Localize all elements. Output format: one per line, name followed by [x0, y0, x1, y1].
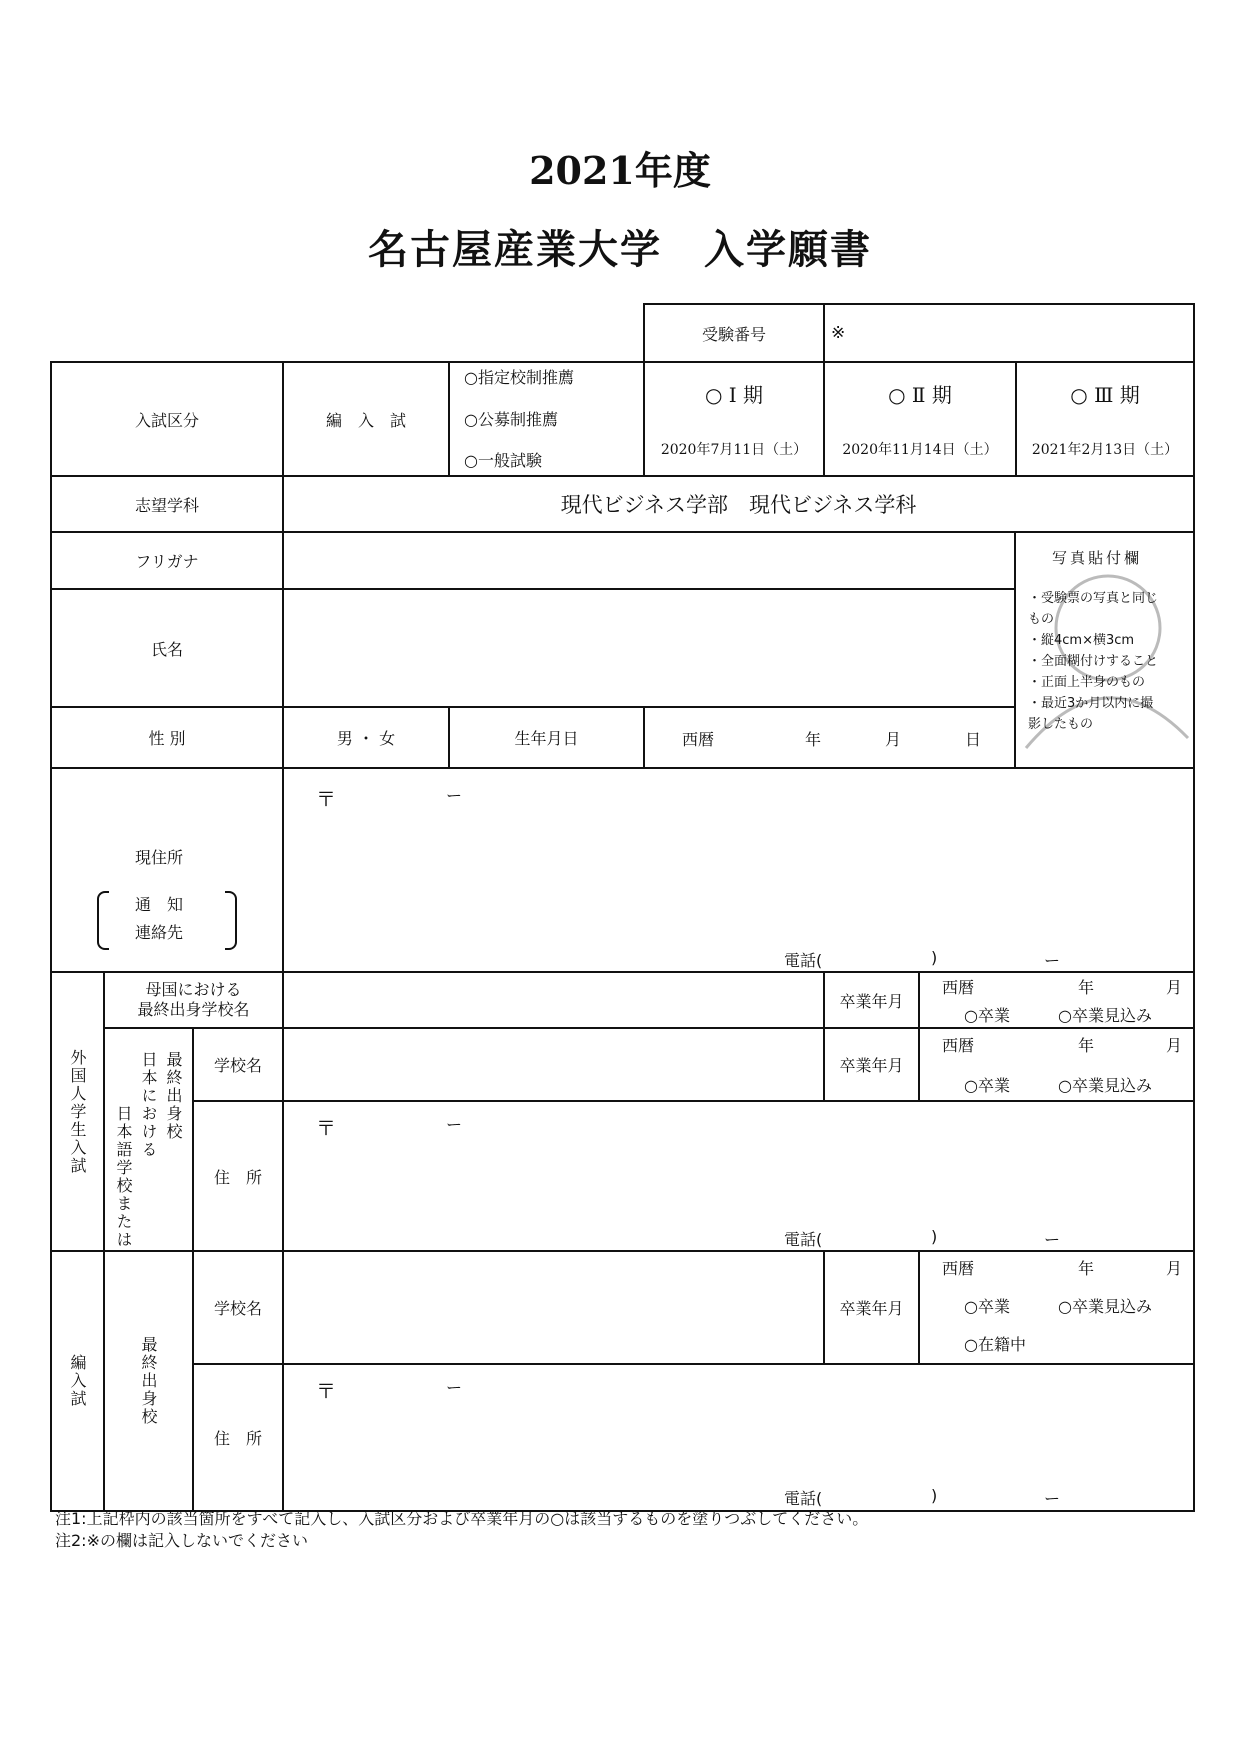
exam-category-label: 入試区分: [50, 361, 284, 477]
photo-notes: ・受験票の写真と同じ もの ・縦4cm×横3cm ・全面糊付けすること ・正面上半身のもの ・最近3か月以内に撮 影したもの: [1028, 591, 1159, 732]
transfer-graduated-option[interactable]: ○卒業: [964, 1297, 1010, 1316]
period-1-date: 2020年7月11日（土）: [660, 442, 808, 459]
transfer-last-school-label: 最終出身校: [103, 1250, 194, 1512]
japan-address-label: 住 所: [192, 1100, 284, 1252]
period-3[interactable]: [1015, 361, 1195, 477]
option-designated-school[interactable]: ○指定校制推薦: [464, 368, 574, 387]
home-graduated-option[interactable]: ○卒業: [964, 1006, 1010, 1025]
japan-grad-label: 卒業年月: [823, 1027, 920, 1102]
option-public-recommendation[interactable]: ○公募制推薦: [464, 409, 558, 429]
period-2-label: ○ Ⅱ 期: [888, 382, 952, 407]
name-input[interactable]: [282, 588, 1016, 708]
transfer-address-label: 住 所: [192, 1363, 284, 1512]
address-input[interactable]: 〒 ー 電話( ) ー: [282, 767, 1195, 973]
left-bracket: [97, 891, 109, 950]
exam-number-label: 受験番号: [643, 303, 825, 363]
transfer-grad-input[interactable]: 西暦 年 月 ○卒業 ○卒業見込み ○在籍中: [918, 1250, 1195, 1365]
home-grad-label: 卒業年月: [823, 971, 920, 1029]
exam-type-label: 編 入 試: [282, 361, 450, 477]
period-1[interactable]: [643, 361, 825, 477]
department-label: 志望学科: [50, 475, 284, 533]
japan-school-label: 日本語学校または 日本における 最終出身校: [103, 1027, 194, 1252]
home-expected-option[interactable]: ○卒業見込み: [1058, 1006, 1152, 1025]
period-3-date: 2021年2月13日（土）: [1031, 442, 1179, 459]
photo-title: 写真貼付欄: [1052, 549, 1143, 567]
transfer-address-input[interactable]: 〒 ー 電話( ) ー: [282, 1363, 1195, 1512]
period-2-date: 2020年11月14日（土）: [842, 442, 998, 459]
address-label-cell: 現住所 通 知 連絡先: [50, 767, 284, 973]
transfer-expected-option[interactable]: ○卒業見込み: [1058, 1297, 1152, 1316]
exam-option-group: [448, 361, 645, 477]
transfer-school-name-label: 学校名: [192, 1250, 284, 1365]
home-grad-input[interactable]: 西暦 年 月 ○卒業 ○卒業見込み: [918, 971, 1195, 1029]
furigana-input[interactable]: [282, 531, 1016, 590]
reference-mark: ※: [831, 323, 846, 343]
period-1-label: ○ Ⅰ 期: [704, 382, 764, 407]
option-general-exam[interactable]: ○一般試験: [464, 451, 542, 470]
name-label: 氏名: [50, 588, 284, 708]
foreign-section-label: 外国人学生入試: [50, 971, 105, 1252]
period-3-label: ○ Ⅲ 期: [1070, 382, 1140, 407]
japan-expected-option[interactable]: ○卒業見込み: [1058, 1076, 1152, 1095]
form-year: 2021年度: [529, 148, 711, 193]
transfer-school-name-input[interactable]: [282, 1250, 825, 1365]
japan-school-name-input[interactable]: [282, 1027, 825, 1102]
gender-label: 性 別: [50, 706, 284, 769]
japan-graduated-option[interactable]: ○卒業: [964, 1076, 1010, 1095]
transfer-section-label: 編入試: [50, 1250, 105, 1512]
japan-school-name-label: 学校名: [192, 1027, 284, 1102]
period-2[interactable]: [823, 361, 1017, 477]
birthdate-input[interactable]: 西暦 年 月 日: [643, 706, 1016, 769]
note-2: 注2:※の欄は記入しないでください: [55, 1531, 308, 1550]
transfer-enrolled-option[interactable]: ○在籍中: [964, 1335, 1026, 1354]
home-school-label: 母国における 最終出身学校名: [103, 971, 284, 1029]
japan-address-input[interactable]: 〒 ー 電話( ) ー: [282, 1100, 1195, 1252]
photo-area: [1014, 531, 1195, 769]
home-school-input[interactable]: [282, 971, 825, 1029]
exam-number-field: [823, 303, 1195, 363]
japan-grad-input[interactable]: 西暦 年 月 ○卒業 ○卒業見込み: [918, 1027, 1195, 1102]
note-1: 注1:上記枠内の該当箇所をすべて記入し、入試区分および卒業年月の○は該当するものを塗りつぶしてください。: [55, 1509, 869, 1528]
form-title: 名古屋産業大学 入学願書: [368, 226, 872, 273]
address-label: 現住所: [135, 848, 184, 867]
birthdate-label: 生年月日: [448, 706, 645, 769]
department-value: 現代ビジネス学部 現代ビジネス学科: [282, 475, 1195, 533]
right-bracket: [225, 891, 237, 950]
furigana-label: フリガナ: [50, 531, 284, 590]
gender-options[interactable]: 男 ・ 女: [282, 706, 450, 769]
transfer-grad-label: 卒業年月: [823, 1250, 920, 1365]
